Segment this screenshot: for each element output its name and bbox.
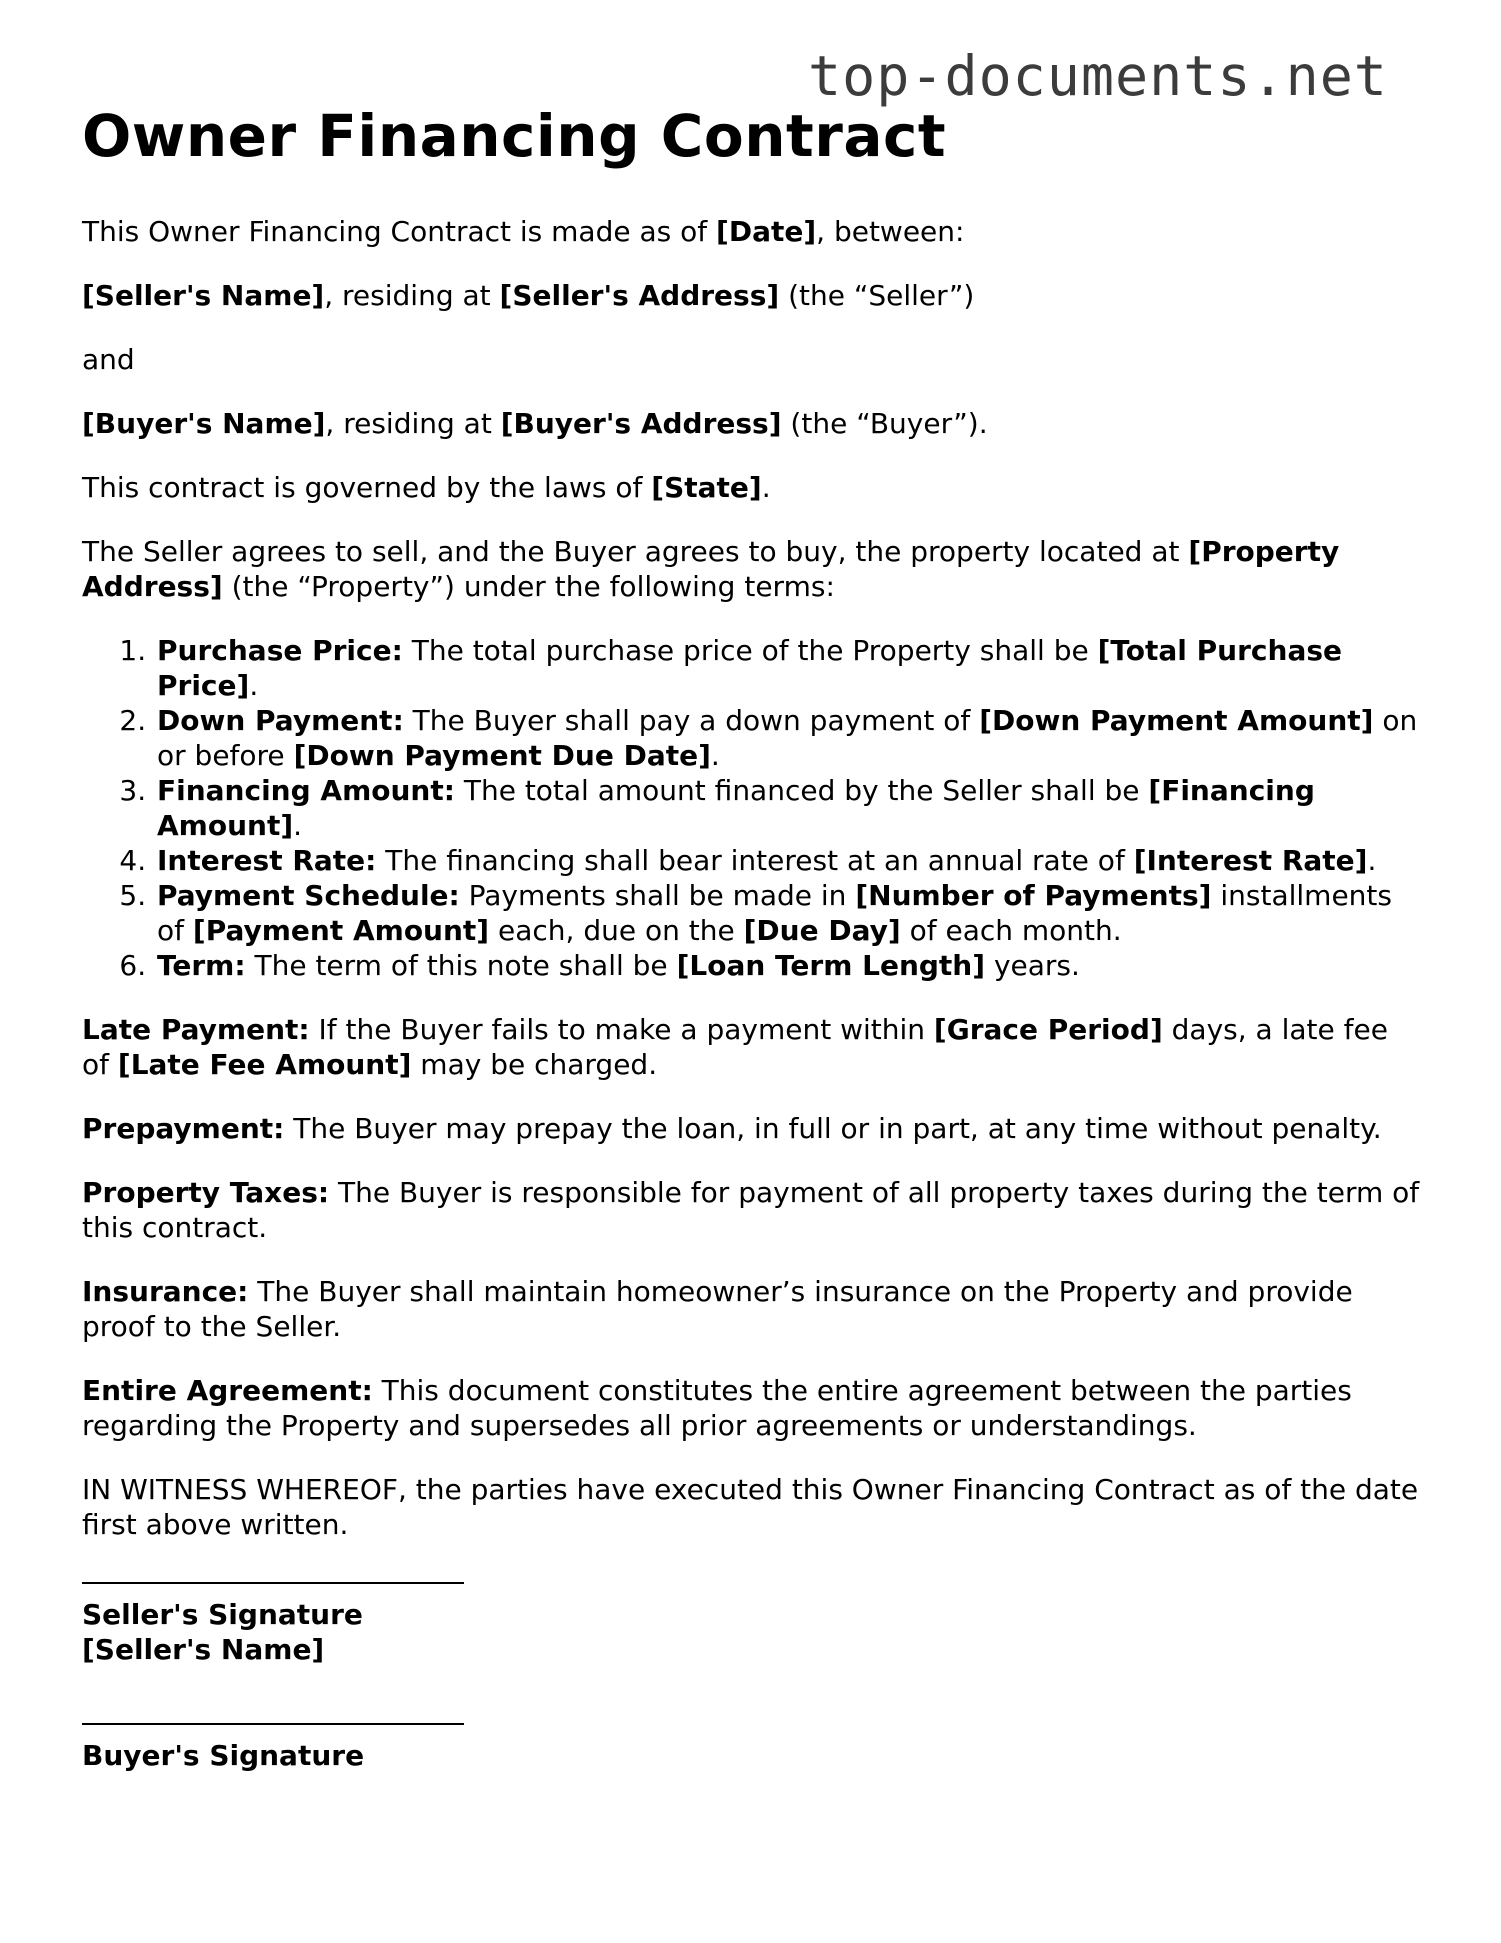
signature-spacer	[82, 1667, 1422, 1723]
term-label: Payment Schedule:	[157, 879, 460, 912]
intro-tail: , between:	[816, 215, 965, 248]
buyer-signature-label: Buyer's Signature	[82, 1739, 365, 1772]
insurance-text: The Buyer shall maintain homeowner’s insurance on the Property and provide proof to the Seller.	[82, 1275, 1353, 1343]
term-text: .	[1367, 844, 1377, 877]
term-text: each, due on the	[489, 914, 744, 947]
term-label: Term:	[157, 949, 246, 982]
sale-text: The Seller agrees to sell, and the Buyer agrees to buy, the property located at	[82, 535, 1189, 568]
entire-agreement-text: This document constitutes the entire agreement between the parties regarding the Property and supersedes all prior agreements or understandings.	[82, 1374, 1352, 1442]
document-title: Owner Financing Contract	[82, 102, 947, 170]
term-text: The term of this note shall be	[245, 949, 677, 982]
buyer-address-placeholder: [Buyer's Address]	[500, 407, 782, 440]
seller-name-placeholder: [Seller's Name]	[82, 279, 325, 312]
seller-address-placeholder: [Seller's Address]	[499, 279, 780, 312]
sale-paragraph	[82, 534, 1422, 604]
term-item	[155, 773, 1422, 843]
term-label: Down Payment:	[157, 704, 404, 737]
terms-list	[82, 633, 1422, 983]
entire-agreement-label: Entire Agreement:	[82, 1374, 373, 1407]
term-text: of each month.	[900, 914, 1122, 947]
late-payment-paragraph	[82, 1012, 1422, 1082]
term-item	[155, 948, 1422, 983]
governing-tail: .	[761, 471, 771, 504]
governing-text: This contract is governed by the laws of	[82, 471, 652, 504]
grace-period-placeholder: [Grace Period]	[933, 1013, 1163, 1046]
buyer-name-placeholder: [Buyer's Name]	[82, 407, 326, 440]
term-placeholder: [Due Day]	[743, 914, 901, 947]
late-payment-text: days, a late fee of	[82, 1013, 1388, 1081]
property-taxes-label: Property Taxes:	[82, 1176, 330, 1209]
term-text: The Buyer shall pay a down payment of	[403, 704, 980, 737]
term-label: Interest Rate:	[157, 844, 377, 877]
term-text: on or before	[157, 704, 1418, 772]
and-text: and	[82, 343, 135, 376]
term-text: Payments shall be made in	[459, 879, 856, 912]
buyer-signature-line	[82, 1723, 464, 1725]
property-address-placeholder: [Property Address]	[82, 535, 1340, 603]
buyer-party	[82, 406, 1422, 441]
term-text: The total amount financed by the Seller shall be	[454, 774, 1149, 807]
term-text: .	[249, 669, 259, 702]
term-placeholder: [Financing Amount]	[157, 774, 1315, 842]
seller-signature-label: Seller's Signature	[82, 1598, 363, 1631]
term-text: .	[293, 809, 303, 842]
term-placeholder: [Number of Payments]	[855, 879, 1212, 912]
entire-agreement-paragraph	[82, 1373, 1422, 1443]
document-body	[82, 214, 1422, 1773]
buyer-tail-text: (the “Buyer”).	[781, 407, 988, 440]
seller-signature-line	[82, 1582, 464, 1584]
late-payment-text: may be charged.	[411, 1048, 658, 1081]
term-label: Financing Amount:	[157, 774, 455, 807]
witness-paragraph: IN WITNESS WHEREOF, the parties have executed this Owner Financing Contract as of the date first above written.	[82, 1473, 1419, 1541]
term-placeholder: [Down Payment Amount]	[979, 704, 1374, 737]
term-text: installments of	[157, 879, 1392, 947]
seller-party	[82, 278, 1422, 313]
term-text: The financing shall bear interest at an annual rate of	[376, 844, 1134, 877]
term-text: .	[710, 739, 720, 772]
property-taxes-paragraph	[82, 1175, 1422, 1245]
term-text: years.	[985, 949, 1080, 982]
term-item	[155, 633, 1422, 703]
late-fee-placeholder: [Late Fee Amount]	[117, 1048, 412, 1081]
term-placeholder: [Down Payment Due Date]	[293, 739, 711, 772]
term-item	[155, 703, 1422, 773]
governing-law	[82, 470, 1422, 505]
term-placeholder: [Loan Term Length]	[676, 949, 986, 982]
insurance-label: Insurance:	[82, 1275, 249, 1308]
seller-tail-text: (the “Seller”)	[779, 279, 975, 312]
intro-paragraph	[82, 214, 1422, 249]
signature-block	[82, 1582, 1422, 1773]
state-placeholder: [State]	[651, 471, 762, 504]
prepayment-label: Prepayment:	[82, 1112, 285, 1145]
seller-signature-name: [Seller's Name]	[82, 1633, 325, 1666]
date-placeholder: [Date]	[716, 215, 817, 248]
term-label: Purchase Price:	[157, 634, 403, 667]
prepayment-text: The Buyer may prepay the loan, in full or in part, at any time without penalty.	[284, 1112, 1382, 1145]
sale-tail: (the “Property”) under the following terms:	[222, 570, 835, 603]
term-item	[155, 878, 1422, 948]
prepayment-paragraph	[82, 1111, 1422, 1146]
late-payment-label: Late Payment:	[82, 1013, 310, 1046]
property-taxes-text: The Buyer is responsible for payment of all property taxes during the term of this contract.	[82, 1176, 1420, 1244]
insurance-paragraph	[82, 1274, 1422, 1344]
term-placeholder: [Total Purchase Price]	[157, 634, 1342, 702]
late-payment-text: If the Buyer fails to make a payment within	[309, 1013, 934, 1046]
seller-mid-text: , residing at	[324, 279, 500, 312]
intro-text: This Owner Financing Contract is made as of	[82, 215, 717, 248]
watermark: top-documents.net	[808, 44, 1388, 108]
term-text: The total purchase price of the Property shall be	[402, 634, 1098, 667]
term-placeholder: [Interest Rate]	[1133, 844, 1368, 877]
term-item	[155, 843, 1422, 878]
buyer-mid-text: , residing at	[325, 407, 501, 440]
term-placeholder: [Payment Amount]	[192, 914, 490, 947]
